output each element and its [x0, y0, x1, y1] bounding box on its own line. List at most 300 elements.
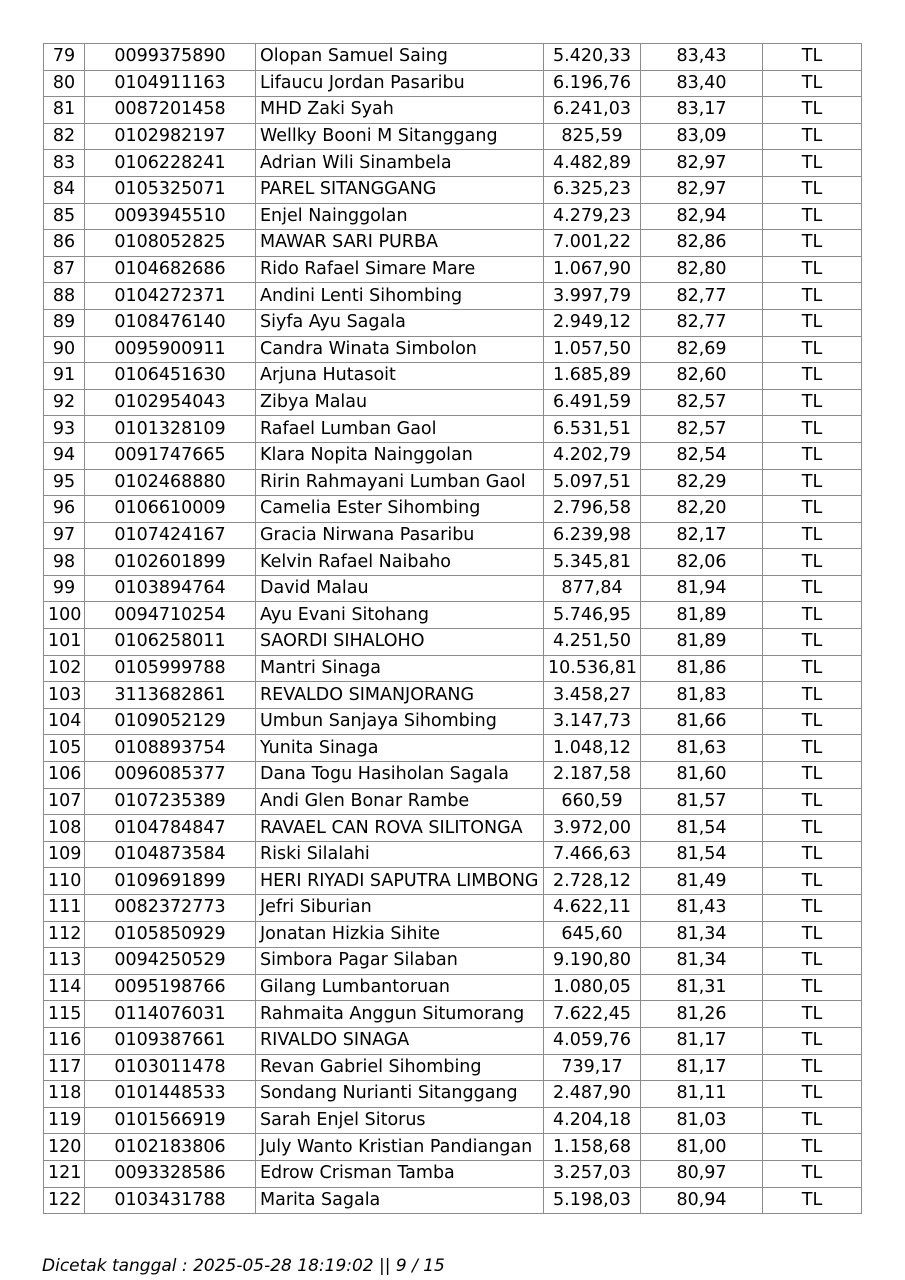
row-number-cell: 122: [44, 1187, 85, 1214]
table-row: [44, 442, 862, 469]
status-cell: TL: [763, 70, 862, 97]
student-id-cell: 0101328109: [85, 416, 256, 443]
student-id-cell: 0106451630: [85, 363, 256, 390]
distance-cell: 5.345,81: [544, 549, 641, 576]
row-number-cell: 115: [44, 1001, 85, 1028]
student-id-cell: 0094710254: [85, 602, 256, 629]
student-name-cell: Adrian Wili Sinambela: [256, 150, 544, 177]
student-id-cell: 0082372773: [85, 895, 256, 922]
student-name-cell: Ayu Evani Sitohang: [256, 602, 544, 629]
table-row: [44, 1187, 862, 1214]
distance-cell: 5.420,33: [544, 44, 641, 71]
student-name-cell: Jonatan Hizkia Sihite: [256, 921, 544, 948]
row-number-cell: 106: [44, 762, 85, 789]
row-number-cell: 103: [44, 682, 85, 709]
distance-cell: 2.728,12: [544, 868, 641, 895]
table-row: [44, 44, 862, 71]
student-name-cell: Revan Gabriel Sihombing: [256, 1054, 544, 1081]
row-number-cell: 116: [44, 1027, 85, 1054]
distance-cell: 5.097,51: [544, 469, 641, 496]
table-row: [44, 788, 862, 815]
distance-cell: 4.204,18: [544, 1107, 641, 1134]
status-cell: TL: [763, 762, 862, 789]
student-name-cell: RAVAEL CAN ROVA SILITONGA: [256, 815, 544, 842]
status-cell: TL: [763, 974, 862, 1001]
student-name-cell: Andi Glen Bonar Rambe: [256, 788, 544, 815]
student-id-cell: 0103431788: [85, 1187, 256, 1214]
score-cell: 81,17: [641, 1054, 763, 1081]
score-cell: 83,09: [641, 123, 763, 150]
row-number-cell: 80: [44, 70, 85, 97]
status-cell: TL: [763, 44, 862, 71]
status-cell: TL: [763, 283, 862, 310]
row-number-cell: 95: [44, 469, 85, 496]
student-id-cell: 0102954043: [85, 389, 256, 416]
student-id-cell: 0108052825: [85, 230, 256, 257]
score-cell: 83,40: [641, 70, 763, 97]
row-number-cell: 113: [44, 948, 85, 975]
status-cell: TL: [763, 1160, 862, 1187]
table-row: [44, 256, 862, 283]
distance-cell: 5.746,95: [544, 602, 641, 629]
table-row: [44, 549, 862, 576]
score-cell: 81,54: [641, 815, 763, 842]
table-row: [44, 1081, 862, 1108]
status-cell: TL: [763, 389, 862, 416]
status-cell: TL: [763, 788, 862, 815]
score-cell: 82,97: [641, 176, 763, 203]
distance-cell: 739,17: [544, 1054, 641, 1081]
status-cell: TL: [763, 363, 862, 390]
student-name-cell: Mantri Sinaga: [256, 655, 544, 682]
table-row: [44, 522, 862, 549]
student-id-cell: 0108476140: [85, 309, 256, 336]
score-cell: 82,86: [641, 230, 763, 257]
student-id-cell: 0109052129: [85, 708, 256, 735]
student-id-cell: 0102982197: [85, 123, 256, 150]
table-row: [44, 895, 862, 922]
distance-cell: 4.202,79: [544, 442, 641, 469]
distance-cell: 2.187,58: [544, 762, 641, 789]
student-name-cell: Andini Lenti Sihombing: [256, 283, 544, 310]
table-row: [44, 629, 862, 656]
distance-cell: 4.059,76: [544, 1027, 641, 1054]
status-cell: TL: [763, 815, 862, 842]
status-cell: TL: [763, 150, 862, 177]
row-number-cell: 94: [44, 442, 85, 469]
distance-cell: 660,59: [544, 788, 641, 815]
student-id-cell: 0108893754: [85, 735, 256, 762]
row-number-cell: 79: [44, 44, 85, 71]
status-cell: TL: [763, 309, 862, 336]
row-number-cell: 89: [44, 309, 85, 336]
score-cell: 80,94: [641, 1187, 763, 1214]
table-row: [44, 1107, 862, 1134]
row-number-cell: 121: [44, 1160, 85, 1187]
row-number-cell: 96: [44, 496, 85, 523]
distance-cell: 3.257,03: [544, 1160, 641, 1187]
student-id-cell: 0095900911: [85, 336, 256, 363]
score-cell: 81,94: [641, 575, 763, 602]
student-name-cell: Klara Nopita Nainggolan: [256, 442, 544, 469]
score-cell: 81,89: [641, 602, 763, 629]
student-name-cell: Yunita Sinaga: [256, 735, 544, 762]
table-row: [44, 469, 862, 496]
row-number-cell: 107: [44, 788, 85, 815]
row-number-cell: 81: [44, 97, 85, 124]
status-cell: TL: [763, 948, 862, 975]
row-number-cell: 93: [44, 416, 85, 443]
student-id-cell: 3113682861: [85, 682, 256, 709]
score-cell: 82,97: [641, 150, 763, 177]
student-name-cell: Arjuna Hutasoit: [256, 363, 544, 390]
score-cell: 81,43: [641, 895, 763, 922]
row-number-cell: 86: [44, 230, 85, 257]
student-id-cell: 0087201458: [85, 97, 256, 124]
student-id-cell: 0103011478: [85, 1054, 256, 1081]
student-name-cell: Kelvin Rafael Naibaho: [256, 549, 544, 576]
row-number-cell: 101: [44, 629, 85, 656]
distance-cell: 7.622,45: [544, 1001, 641, 1028]
row-number-cell: 117: [44, 1054, 85, 1081]
student-name-cell: Marita Sagala: [256, 1187, 544, 1214]
table-row: [44, 602, 862, 629]
score-cell: 81,86: [641, 655, 763, 682]
status-cell: TL: [763, 496, 862, 523]
table-row: [44, 363, 862, 390]
row-number-cell: 87: [44, 256, 85, 283]
distance-cell: 5.198,03: [544, 1187, 641, 1214]
table-row: [44, 974, 862, 1001]
row-number-cell: 99: [44, 575, 85, 602]
score-cell: 82,54: [641, 442, 763, 469]
score-cell: 82,17: [641, 522, 763, 549]
student-name-cell: PAREL SITANGGANG: [256, 176, 544, 203]
table-row: [44, 150, 862, 177]
student-id-cell: 0095198766: [85, 974, 256, 1001]
student-id-cell: 0106610009: [85, 496, 256, 523]
score-cell: 81,63: [641, 735, 763, 762]
status-cell: TL: [763, 868, 862, 895]
student-id-cell: 0101566919: [85, 1107, 256, 1134]
student-name-cell: MAWAR SARI PURBA: [256, 230, 544, 257]
student-name-cell: Candra Winata Simbolon: [256, 336, 544, 363]
status-cell: TL: [763, 123, 862, 150]
status-cell: TL: [763, 682, 862, 709]
status-cell: TL: [763, 1054, 862, 1081]
student-name-cell: Camelia Ester Sihombing: [256, 496, 544, 523]
score-cell: 81,26: [641, 1001, 763, 1028]
student-id-cell: 0102601899: [85, 549, 256, 576]
student-name-cell: Olopan Samuel Saing: [256, 44, 544, 71]
table-row: [44, 841, 862, 868]
status-cell: TL: [763, 735, 862, 762]
distance-cell: 7.466,63: [544, 841, 641, 868]
score-cell: 81,83: [641, 682, 763, 709]
score-cell: 82,80: [641, 256, 763, 283]
distance-cell: 3.147,73: [544, 708, 641, 735]
results-table-body: [44, 44, 862, 1214]
student-name-cell: Siyfa Ayu Sagala: [256, 309, 544, 336]
distance-cell: 3.997,79: [544, 283, 641, 310]
student-id-cell: 0105850929: [85, 921, 256, 948]
student-name-cell: Ririn Rahmayani Lumban Gaol: [256, 469, 544, 496]
table-row: [44, 1001, 862, 1028]
table-row: [44, 123, 862, 150]
student-id-cell: 0104682686: [85, 256, 256, 283]
student-id-cell: 0093945510: [85, 203, 256, 230]
student-name-cell: Rahmaita Anggun Situmorang: [256, 1001, 544, 1028]
student-id-cell: 0102183806: [85, 1134, 256, 1161]
status-cell: TL: [763, 230, 862, 257]
table-row: [44, 309, 862, 336]
table-row: [44, 1027, 862, 1054]
student-name-cell: Dana Togu Hasiholan Sagala: [256, 762, 544, 789]
table-row: [44, 655, 862, 682]
status-cell: TL: [763, 176, 862, 203]
score-cell: 82,60: [641, 363, 763, 390]
row-number-cell: 120: [44, 1134, 85, 1161]
status-cell: TL: [763, 708, 862, 735]
student-id-cell: 0104911163: [85, 70, 256, 97]
student-id-cell: 0106258011: [85, 629, 256, 656]
distance-cell: 6.241,03: [544, 97, 641, 124]
score-cell: 82,29: [641, 469, 763, 496]
student-name-cell: MHD Zaki Syah: [256, 97, 544, 124]
student-id-cell: 0109691899: [85, 868, 256, 895]
status-cell: TL: [763, 841, 862, 868]
distance-cell: 825,59: [544, 123, 641, 150]
distance-cell: 1.048,12: [544, 735, 641, 762]
student-name-cell: Jefri Siburian: [256, 895, 544, 922]
student-id-cell: 0106228241: [85, 150, 256, 177]
row-number-cell: 92: [44, 389, 85, 416]
distance-cell: 6.196,76: [544, 70, 641, 97]
distance-cell: 6.239,98: [544, 522, 641, 549]
student-name-cell: Zibya Malau: [256, 389, 544, 416]
row-number-cell: 88: [44, 283, 85, 310]
table-row: [44, 575, 862, 602]
table-row: [44, 416, 862, 443]
status-cell: TL: [763, 416, 862, 443]
distance-cell: 10.536,81: [544, 655, 641, 682]
distance-cell: 2.487,90: [544, 1081, 641, 1108]
distance-cell: 4.482,89: [544, 150, 641, 177]
student-name-cell: Riski Silalahi: [256, 841, 544, 868]
student-id-cell: 0107424167: [85, 522, 256, 549]
table-row: [44, 682, 862, 709]
status-cell: TL: [763, 1001, 862, 1028]
student-id-cell: 0093328586: [85, 1160, 256, 1187]
student-name-cell: Sondang Nurianti Sitanggang: [256, 1081, 544, 1108]
score-cell: 82,20: [641, 496, 763, 523]
row-number-cell: 82: [44, 123, 85, 150]
distance-cell: 2.949,12: [544, 309, 641, 336]
student-id-cell: 0096085377: [85, 762, 256, 789]
score-cell: 81,60: [641, 762, 763, 789]
score-cell: 81,17: [641, 1027, 763, 1054]
status-cell: TL: [763, 522, 862, 549]
table-row: [44, 815, 862, 842]
distance-cell: 2.796,58: [544, 496, 641, 523]
score-cell: 82,69: [641, 336, 763, 363]
score-cell: 82,77: [641, 309, 763, 336]
score-cell: 81,31: [641, 974, 763, 1001]
row-number-cell: 119: [44, 1107, 85, 1134]
distance-cell: 4.251,50: [544, 629, 641, 656]
student-id-cell: 0091747665: [85, 442, 256, 469]
student-name-cell: Sarah Enjel Sitorus: [256, 1107, 544, 1134]
status-cell: TL: [763, 895, 862, 922]
distance-cell: 3.458,27: [544, 682, 641, 709]
student-name-cell: Rafael Lumban Gaol: [256, 416, 544, 443]
score-cell: 80,97: [641, 1160, 763, 1187]
table-row: [44, 735, 862, 762]
table-row: [44, 868, 862, 895]
table-row: [44, 1054, 862, 1081]
student-name-cell: RIVALDO SINAGA: [256, 1027, 544, 1054]
table-row: [44, 948, 862, 975]
score-cell: 82,57: [641, 389, 763, 416]
student-id-cell: 0104272371: [85, 283, 256, 310]
student-name-cell: July Wanto Kristian Pandiangan: [256, 1134, 544, 1161]
student-name-cell: Lifaucu Jordan Pasaribu: [256, 70, 544, 97]
row-number-cell: 84: [44, 176, 85, 203]
score-cell: 81,57: [641, 788, 763, 815]
student-name-cell: Wellky Booni M Sitanggang: [256, 123, 544, 150]
student-id-cell: 0102468880: [85, 469, 256, 496]
status-cell: TL: [763, 1081, 862, 1108]
status-cell: TL: [763, 1134, 862, 1161]
student-id-cell: 0094250529: [85, 948, 256, 975]
table-row: [44, 708, 862, 735]
score-cell: 81,66: [641, 708, 763, 735]
row-number-cell: 91: [44, 363, 85, 390]
student-id-cell: 0114076031: [85, 1001, 256, 1028]
row-number-cell: 118: [44, 1081, 85, 1108]
score-cell: 83,17: [641, 97, 763, 124]
distance-cell: 6.325,23: [544, 176, 641, 203]
status-cell: TL: [763, 575, 862, 602]
distance-cell: 645,60: [544, 921, 641, 948]
student-id-cell: 0099375890: [85, 44, 256, 71]
student-name-cell: SAORDI SIHALOHO: [256, 629, 544, 656]
row-number-cell: 90: [44, 336, 85, 363]
status-cell: TL: [763, 1187, 862, 1214]
student-id-cell: 0104873584: [85, 841, 256, 868]
score-cell: 83,43: [641, 44, 763, 71]
distance-cell: 6.531,51: [544, 416, 641, 443]
row-number-cell: 100: [44, 602, 85, 629]
student-name-cell: Gilang Lumbantoruan: [256, 974, 544, 1001]
score-cell: 81,54: [641, 841, 763, 868]
status-cell: TL: [763, 97, 862, 124]
table-row: [44, 97, 862, 124]
distance-cell: 1.158,68: [544, 1134, 641, 1161]
row-number-cell: 85: [44, 203, 85, 230]
table-row: [44, 921, 862, 948]
row-number-cell: 97: [44, 522, 85, 549]
student-name-cell: Simbora Pagar Silaban: [256, 948, 544, 975]
score-cell: 81,34: [641, 921, 763, 948]
score-cell: 81,11: [641, 1081, 763, 1108]
row-number-cell: 114: [44, 974, 85, 1001]
distance-cell: 1.057,50: [544, 336, 641, 363]
score-cell: 82,06: [641, 549, 763, 576]
status-cell: TL: [763, 921, 862, 948]
score-cell: 82,77: [641, 283, 763, 310]
table-row: [44, 283, 862, 310]
row-number-cell: 105: [44, 735, 85, 762]
table-row: [44, 203, 862, 230]
student-id-cell: 0104784847: [85, 815, 256, 842]
row-number-cell: 112: [44, 921, 85, 948]
student-name-cell: Umbun Sanjaya Sihombing: [256, 708, 544, 735]
table-row: [44, 230, 862, 257]
student-id-cell: 0101448533: [85, 1081, 256, 1108]
student-name-cell: REVALDO SIMANJORANG: [256, 682, 544, 709]
row-number-cell: 98: [44, 549, 85, 576]
student-name-cell: Edrow Crisman Tamba: [256, 1160, 544, 1187]
row-number-cell: 109: [44, 841, 85, 868]
table-row: [44, 762, 862, 789]
distance-cell: 4.622,11: [544, 895, 641, 922]
student-name-cell: HERI RIYADI SAPUTRA LIMBONG: [256, 868, 544, 895]
distance-cell: 9.190,80: [544, 948, 641, 975]
status-cell: TL: [763, 629, 862, 656]
student-name-cell: Gracia Nirwana Pasaribu: [256, 522, 544, 549]
table-row: [44, 70, 862, 97]
distance-cell: 7.001,22: [544, 230, 641, 257]
score-cell: 82,57: [641, 416, 763, 443]
table-row: [44, 336, 862, 363]
table-row: [44, 1160, 862, 1187]
student-name-cell: Rido Rafael Simare Mare: [256, 256, 544, 283]
row-number-cell: 104: [44, 708, 85, 735]
status-cell: TL: [763, 602, 862, 629]
print-footer: Dicetak tanggal : 2025-05-28 18:19:02 || 9 / 15: [42, 1256, 445, 1276]
status-cell: TL: [763, 469, 862, 496]
student-id-cell: 0107235389: [85, 788, 256, 815]
table-row: [44, 176, 862, 203]
row-number-cell: 110: [44, 868, 85, 895]
score-cell: 81,00: [641, 1134, 763, 1161]
row-number-cell: 111: [44, 895, 85, 922]
status-cell: TL: [763, 1107, 862, 1134]
student-id-cell: 0105325071: [85, 176, 256, 203]
distance-cell: 6.491,59: [544, 389, 641, 416]
table-row: [44, 496, 862, 523]
distance-cell: 877,84: [544, 575, 641, 602]
student-id-cell: 0103894764: [85, 575, 256, 602]
table-row: [44, 389, 862, 416]
status-cell: TL: [763, 442, 862, 469]
distance-cell: 1.685,89: [544, 363, 641, 390]
results-table: [43, 43, 862, 1214]
status-cell: TL: [763, 256, 862, 283]
distance-cell: 1.067,90: [544, 256, 641, 283]
distance-cell: 1.080,05: [544, 974, 641, 1001]
status-cell: TL: [763, 336, 862, 363]
row-number-cell: 83: [44, 150, 85, 177]
score-cell: 81,34: [641, 948, 763, 975]
distance-cell: 4.279,23: [544, 203, 641, 230]
student-id-cell: 0109387661: [85, 1027, 256, 1054]
status-cell: TL: [763, 549, 862, 576]
table-row: [44, 1134, 862, 1161]
row-number-cell: 102: [44, 655, 85, 682]
score-cell: 82,94: [641, 203, 763, 230]
